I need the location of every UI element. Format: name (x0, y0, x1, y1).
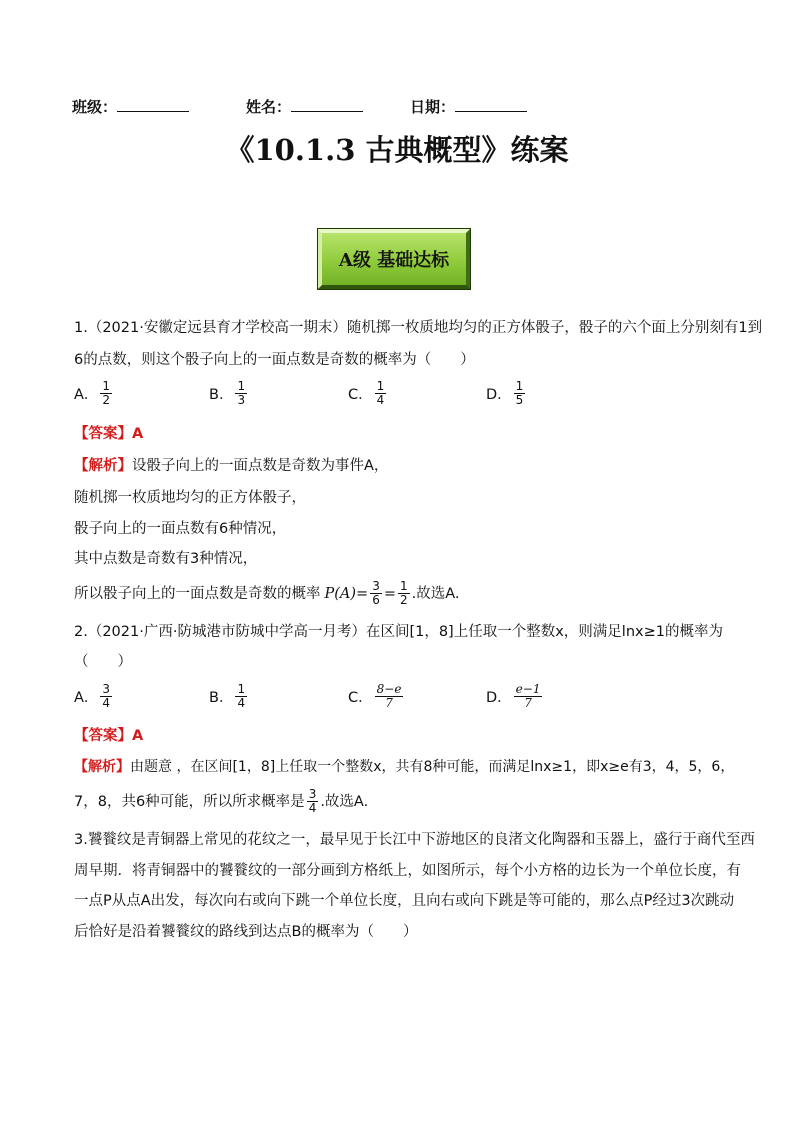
class-blank[interactable] (117, 97, 189, 112)
name-field (246, 96, 363, 117)
q1-analysis-line2: 随机掷一枚质地均匀的正方体骰子， (74, 490, 306, 506)
q2-option-c[interactable]: C． $\frac{8-e}{7}$ (348, 682, 402, 710)
q2-analysis-line2: 7，8，共6种可能，所以所求概率是 $\frac{3}{4}$ .故选A. (74, 787, 369, 815)
q3-stem-line3: 一点P从点A出发，每次向右或向下跳一个单位长度，且向右或向下跳是等可能的，那么点P经过3次跳动 (74, 893, 735, 909)
q3-stem-line4: 后恰好是沿着饕餮纹的路线到达点B的概率为（ ） (74, 924, 418, 940)
q1-option-c[interactable]: C． $\frac{1}{4}$ (348, 379, 385, 407)
q1-stem-line1: 1.（2021·安徽定远县育才学校高一期末）随机掷一枚质地均匀的正方体骰子，骰子的六个面上分别刻有1到 (74, 320, 763, 336)
q1-analysis-line3: 骰子向上的一面点数有6种情况， (74, 521, 287, 537)
q3-stem-line2: 周早期．将青铜器中的饕餮纹的一部分画到方格纸上，如图所示，每个小方格的边长为一个单位长度，有 (74, 863, 741, 879)
q1-analysis-conclusion: 所以骰子向上的一面点数是奇数的概率 P(A)= $\frac{3}{6}$ = $\frac{1}{2}$ .故选A. (74, 579, 460, 607)
q2-answer: 【答案】A (74, 728, 144, 744)
q1-answer: 【答案】A (74, 426, 144, 442)
q1-stem-line2: 6的点数，则这个骰子向上的一面点数是奇数的概率为（ ） (74, 352, 475, 368)
q3-stem-line1: 3.饕餮纹是青铜器上常见的花纹之一，最早见于长江中下游地区的良渚文化陶器和玉器上，盛行于商代至西 (74, 832, 755, 848)
q2-analysis-line1: 【解析】由题意 ，在区间[1，8]上任取一个整数x，共有8种可能，而满足lnx≥1，即x≥e有3，4，5，6， (74, 759, 735, 775)
q1-analysis-line1: 【解析】设骰子向上的一面点数是奇数为事件A， (74, 458, 389, 474)
q1-option-d[interactable]: D． $\frac{1}{5}$ (486, 379, 524, 407)
q2-stem-line1: 2.（2021·广西·防城港市防城中学高一月考）在区间[1，8]上任取一个整数x，则满足lnx≥1的概率为 (74, 624, 723, 640)
name-label: 姓名： (246, 98, 292, 116)
level-badge (318, 229, 470, 289)
date-field (410, 96, 527, 117)
q2-stem-line2: （ ） (74, 654, 132, 670)
q1-analysis-line4: 其中点数是奇数有3种情况， (74, 551, 258, 567)
q2-option-a[interactable]: A． $\frac{3}{4}$ (74, 682, 111, 710)
date-blank[interactable] (455, 97, 527, 112)
class-field (72, 96, 189, 117)
q1-option-a[interactable]: A． $\frac{1}{2}$ (74, 379, 111, 407)
q2-option-b[interactable]: B． $\frac{1}{4}$ (209, 682, 246, 710)
level-badge-label: A级 基础达标 (338, 250, 450, 271)
date-label: 日期： (410, 98, 456, 116)
name-blank[interactable] (291, 97, 363, 112)
q2-option-d[interactable]: D． $\frac{e-1}{7}$ (486, 682, 541, 710)
page-title: 《10.1.3 古典概型》练案 (225, 133, 569, 167)
q1-option-b[interactable]: B． $\frac{1}{3}$ (209, 379, 246, 407)
class-label: 班级： (72, 98, 118, 116)
